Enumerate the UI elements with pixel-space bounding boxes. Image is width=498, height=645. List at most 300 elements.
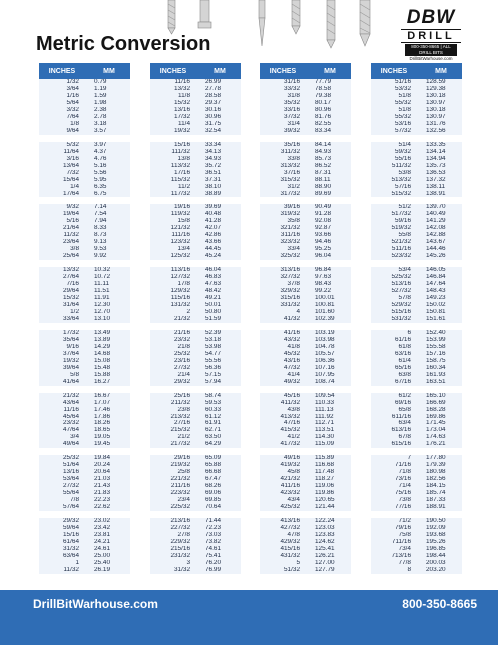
- table-row: [260, 100, 351, 107]
- inches-cell: 21/8: [150, 344, 196, 351]
- table-row: [371, 211, 462, 218]
- mm-cell: 60.33: [196, 407, 241, 414]
- group-spacer: [371, 197, 462, 204]
- table-row: [150, 156, 241, 163]
- inches-cell: 11/16: [39, 407, 85, 414]
- inches-cell: 7/8: [39, 497, 85, 504]
- mm-cell: 25.40: [85, 560, 130, 567]
- mm-cell: 50.80: [196, 309, 241, 316]
- table-row: [371, 302, 462, 309]
- mm-cell: 22.62: [85, 504, 130, 511]
- inches-cell: 29/16: [150, 455, 196, 462]
- group-spacer: [150, 135, 241, 142]
- mm-cell: 118.27: [306, 476, 351, 483]
- inches-cell: 53/64: [39, 476, 85, 483]
- inches-cell: 9/64: [39, 128, 85, 135]
- mm-cell: 137.32: [417, 177, 462, 184]
- inches-cell: 515/16: [371, 309, 417, 316]
- mm-cell: 19.84: [85, 455, 130, 462]
- table-row: [371, 163, 462, 170]
- table-row: [260, 267, 351, 274]
- mm-cell: 96.04: [306, 253, 351, 260]
- table-row: [371, 170, 462, 177]
- mm-cell: 43.66: [196, 239, 241, 246]
- group-spacer: [260, 511, 351, 518]
- mm-cell: 66.68: [196, 469, 241, 476]
- mm-cell: 76.99: [196, 567, 241, 574]
- inches-cell: 13/4: [150, 246, 196, 253]
- inches-cell: 13/16: [39, 469, 85, 476]
- mm-cell: 179.39: [417, 462, 462, 469]
- mm-cell: 2.78: [85, 114, 130, 121]
- mm-cell: 100.01: [306, 295, 351, 302]
- table-row: [39, 302, 130, 309]
- group-spacer: [260, 448, 351, 455]
- mm-cell: 10.32: [85, 267, 130, 274]
- inches-cell: 225/32: [150, 504, 196, 511]
- table-row: [371, 469, 462, 476]
- mm-cell: 107.16: [306, 365, 351, 372]
- inches-cell: 25/16: [150, 393, 196, 400]
- mm-cell: 21.83: [85, 490, 130, 497]
- table-row: [371, 225, 462, 232]
- inches-cell: 51/8: [371, 93, 417, 100]
- mm-cell: 1.59: [85, 93, 130, 100]
- table-row: [150, 149, 241, 156]
- table-row: [260, 400, 351, 407]
- table-row: [150, 400, 241, 407]
- inches-cell: 43/8: [260, 407, 306, 414]
- mm-cell: 80.17: [306, 100, 351, 107]
- inches-cell: 315/16: [260, 295, 306, 302]
- mm-cell: 161.93: [417, 372, 462, 379]
- table-row: [150, 372, 241, 379]
- table-row: [150, 330, 241, 337]
- mm-cell: 9.53: [85, 246, 130, 253]
- table-row: [371, 246, 462, 253]
- inches-cell: 119/32: [150, 211, 196, 218]
- inches-cell: 63/4: [371, 420, 417, 427]
- footer-website-link[interactable]: DrillBitWarhouse.com: [33, 597, 158, 611]
- table-row: [260, 462, 351, 469]
- inches-cell: 215/32: [150, 427, 196, 434]
- group-spacer: [150, 511, 241, 518]
- table-row: [260, 163, 351, 170]
- mm-cell: 94.46: [306, 239, 351, 246]
- table-row: [39, 316, 130, 323]
- inches-cell: 525/32: [371, 274, 417, 281]
- inches-cell: 71/4: [371, 483, 417, 490]
- table-row: [371, 525, 462, 532]
- table-row: [39, 274, 130, 281]
- mm-cell: 3.97: [85, 142, 130, 149]
- inches-cell: 33/64: [39, 316, 85, 323]
- table-row: [371, 184, 462, 191]
- table-row: [39, 107, 130, 114]
- mm-cell: 54.77: [196, 351, 241, 358]
- brand-logo: [395, 7, 467, 61]
- inches-cell: 35/8: [260, 218, 306, 225]
- table-row: [371, 149, 462, 156]
- table-row: [371, 288, 462, 295]
- mm-cell: 127.79: [306, 567, 351, 574]
- table-row: [150, 462, 241, 469]
- inches-cell: 423/32: [260, 490, 306, 497]
- mm-cell: 142.88: [417, 232, 462, 239]
- table-row: [39, 476, 130, 483]
- table-row: [150, 107, 241, 114]
- mm-cell: 129.38: [417, 86, 462, 93]
- inches-cell: 13/32: [150, 86, 196, 93]
- mm-cell: 157.16: [417, 351, 462, 358]
- table-row: [39, 553, 130, 560]
- table-row: [260, 427, 351, 434]
- mm-cell: 192.09: [417, 525, 462, 532]
- mm-cell: 84.14: [306, 142, 351, 149]
- table-row: [150, 309, 241, 316]
- inches-cell: 3/64: [39, 86, 85, 93]
- table-row: [150, 191, 241, 198]
- logo-website: DrillBitWarhouse.com: [409, 56, 453, 61]
- mm-cell: 130.97: [417, 114, 462, 121]
- table-row: [260, 539, 351, 546]
- mm-cell: 116.68: [306, 462, 351, 469]
- table-row: [39, 497, 130, 504]
- table-row: [260, 379, 351, 386]
- inches-cell: 21/16: [150, 330, 196, 337]
- mm-cell: 30.16: [196, 107, 241, 114]
- table-row: [150, 420, 241, 427]
- mm-cell: 6.75: [85, 191, 130, 198]
- inches-cell: 111/16: [150, 232, 196, 239]
- mm-cell: 1.19: [85, 86, 130, 93]
- inches-cell: 27/8: [150, 532, 196, 539]
- inches-cell: 113/32: [150, 163, 196, 170]
- group-spacer: [39, 260, 130, 267]
- inches-cell: 65/16: [371, 365, 417, 372]
- group-spacer: [371, 323, 462, 330]
- table-row: [371, 518, 462, 525]
- inches-cell: 117/32: [150, 191, 196, 198]
- mm-cell: 7.54: [85, 211, 130, 218]
- inches-cell: 11/16: [150, 79, 196, 86]
- table-row: [39, 414, 130, 421]
- inches-cell: 15/32: [150, 100, 196, 107]
- inches-cell: 513/32: [371, 177, 417, 184]
- mm-cell: 29.37: [196, 100, 241, 107]
- mm-cell: 14.29: [85, 344, 130, 351]
- table-row: [150, 170, 241, 177]
- table-row: [371, 532, 462, 539]
- mm-cell: 59.53: [196, 400, 241, 407]
- inches-cell: 31/16: [260, 79, 306, 86]
- table-row: [150, 239, 241, 246]
- inches-cell: 317/32: [260, 191, 306, 198]
- mm-cell: 123.83: [306, 532, 351, 539]
- inches-cell: 69/16: [371, 400, 417, 407]
- inches-cell: 27/32: [39, 483, 85, 490]
- mm-cell: 126.21: [306, 553, 351, 560]
- inches-cell: 57/64: [39, 504, 85, 511]
- table-row: [39, 156, 130, 163]
- table-row: [39, 420, 130, 427]
- mm-cell: 17.46: [85, 407, 130, 414]
- inches-cell: 45/32: [260, 351, 306, 358]
- inches-cell: 313/32: [260, 163, 306, 170]
- inches-cell: 3: [150, 560, 196, 567]
- mm-cell: 110.33: [306, 400, 351, 407]
- inches-cell: 4: [260, 309, 306, 316]
- mm-cell: 23.02: [85, 518, 130, 525]
- inches-cell: 63/16: [371, 351, 417, 358]
- mm-header: MM: [306, 63, 351, 79]
- table-row: [371, 100, 462, 107]
- table-row: [39, 204, 130, 211]
- mm-cell: 41.28: [196, 218, 241, 225]
- mm-cell: 17.07: [85, 400, 130, 407]
- group-spacer: [39, 386, 130, 393]
- table-row: [371, 427, 462, 434]
- table-row: [39, 560, 130, 567]
- table-row: [371, 232, 462, 239]
- inches-cell: 331/32: [260, 302, 306, 309]
- inches-cell: 419/32: [260, 462, 306, 469]
- mm-cell: 27.78: [196, 86, 241, 93]
- table-row: [150, 93, 241, 100]
- inches-cell: 71/16: [371, 462, 417, 469]
- group-spacer: [260, 323, 351, 330]
- table-row: [371, 539, 462, 546]
- mm-cell: 97.63: [306, 274, 351, 281]
- mm-cell: 132.56: [417, 128, 462, 135]
- mm-cell: 11.91: [85, 295, 130, 302]
- mm-cell: 57.15: [196, 372, 241, 379]
- table-row: [39, 490, 130, 497]
- mm-cell: 14.68: [85, 351, 130, 358]
- mm-cell: 188.91: [417, 504, 462, 511]
- inches-cell: 1/4: [39, 184, 85, 191]
- inches-cell: 21/64: [39, 225, 85, 232]
- inches-cell: 325/32: [260, 253, 306, 260]
- table-row: [260, 184, 351, 191]
- inches-cell: 57/32: [371, 128, 417, 135]
- group-spacer: [260, 135, 351, 142]
- mm-cell: 144.46: [417, 246, 462, 253]
- table-row: [260, 191, 351, 198]
- table-row: [39, 427, 130, 434]
- inches-cell: 529/32: [371, 302, 417, 309]
- mm-cell: 124.62: [306, 539, 351, 546]
- mm-cell: 168.28: [417, 407, 462, 414]
- inches-cell: 215/16: [150, 546, 196, 553]
- mm-cell: 53.98: [196, 344, 241, 351]
- table-row: [150, 128, 241, 135]
- table-row: [260, 316, 351, 323]
- inches-cell: 311/16: [260, 232, 306, 239]
- mm-cell: 16.67: [85, 393, 130, 400]
- table-row: [39, 232, 130, 239]
- inches-cell: 61/64: [39, 539, 85, 546]
- table-row: [260, 455, 351, 462]
- mm-cell: 200.03: [417, 560, 462, 567]
- inches-cell: 41/4: [260, 372, 306, 379]
- mm-cell: 49.21: [196, 295, 241, 302]
- logo-wordmark: DBW: [406, 7, 456, 28]
- table-row: [260, 93, 351, 100]
- inches-cell: 61/4: [371, 358, 417, 365]
- inches-cell: 51/64: [39, 462, 85, 469]
- mm-cell: 13.89: [85, 337, 130, 344]
- mm-cell: 5.56: [85, 170, 130, 177]
- inches-cell: 5/16: [39, 218, 85, 225]
- table-row: [371, 351, 462, 358]
- mm-cell: 195.26: [417, 539, 462, 546]
- table-row: [371, 483, 462, 490]
- mm-cell: 38.10: [196, 184, 241, 191]
- table-row: [371, 476, 462, 483]
- table-row: [150, 532, 241, 539]
- inches-cell: 55/8: [371, 232, 417, 239]
- table-row: [371, 218, 462, 225]
- inches-cell: 61/8: [371, 344, 417, 351]
- mm-cell: 131.76: [417, 121, 462, 128]
- inches-cell: 31/32: [39, 546, 85, 553]
- mm-cell: 18.65: [85, 427, 130, 434]
- mm-cell: 56.36: [196, 365, 241, 372]
- inches-cell: 29/64: [39, 288, 85, 295]
- inches-cell: 53/16: [371, 121, 417, 128]
- table-row: [371, 191, 462, 198]
- table-row: [371, 407, 462, 414]
- inches-header: INCHES: [371, 63, 417, 79]
- table-row: [39, 407, 130, 414]
- table-row: [371, 128, 462, 135]
- page-title: Metric Conversion: [36, 33, 211, 55]
- table-row: [371, 344, 462, 351]
- inches-cell: 11/2: [150, 184, 196, 191]
- mm-cell: 9.92: [85, 253, 130, 260]
- mm-cell: 115.09: [306, 441, 351, 448]
- mm-cell: 57.94: [196, 379, 241, 386]
- mm-cell: 115.89: [306, 455, 351, 462]
- inches-cell: 15/32: [39, 295, 85, 302]
- table-row: [150, 225, 241, 232]
- inches-cell: 79/16: [371, 525, 417, 532]
- inches-cell: 1: [39, 560, 85, 567]
- inches-cell: 55/64: [39, 490, 85, 497]
- inches-cell: 413/16: [260, 518, 306, 525]
- inches-cell: 431/32: [260, 553, 306, 560]
- mm-cell: 187.33: [417, 497, 462, 504]
- mm-cell: 180.98: [417, 469, 462, 476]
- table-row: [260, 170, 351, 177]
- table-row: [150, 497, 241, 504]
- table-row: [260, 393, 351, 400]
- mm-cell: 24.21: [85, 539, 130, 546]
- inches-cell: 33/32: [260, 86, 306, 93]
- footer-phone[interactable]: 800-350-8665: [402, 597, 477, 611]
- inches-cell: 67/8: [371, 434, 417, 441]
- mm-cell: 18.26: [85, 420, 130, 427]
- group-spacer: [150, 260, 241, 267]
- mm-cell: 21.03: [85, 476, 130, 483]
- mm-cell: 117.48: [306, 469, 351, 476]
- mm-cell: 78.58: [306, 86, 351, 93]
- mm-cell: 71.44: [196, 518, 241, 525]
- inches-cell: 25/8: [150, 469, 196, 476]
- inches-cell: 11/32: [39, 232, 85, 239]
- mm-cell: 64.29: [196, 441, 241, 448]
- inches-cell: 39/32: [260, 128, 306, 135]
- table-row: [260, 365, 351, 372]
- mm-cell: 153.99: [417, 337, 462, 344]
- mm-cell: 88.90: [306, 184, 351, 191]
- inches-cell: 41/16: [260, 330, 306, 337]
- table-row: [39, 170, 130, 177]
- mm-cell: 48.42: [196, 288, 241, 295]
- inches-cell: 417/32: [260, 441, 306, 448]
- inches-cell: 21/32: [150, 316, 196, 323]
- group-spacer: [371, 386, 462, 393]
- mm-header: MM: [196, 63, 241, 79]
- inches-cell: 7/16: [39, 281, 85, 288]
- table-row: [371, 441, 462, 448]
- mm-cell: 111.13: [306, 407, 351, 414]
- page-footer: [0, 590, 498, 645]
- mm-cell: 20.64: [85, 469, 130, 476]
- inches-cell: 231/32: [150, 553, 196, 560]
- inches-cell: 415/32: [260, 427, 306, 434]
- mm-cell: 120.65: [306, 497, 351, 504]
- inches-cell: 43/64: [39, 400, 85, 407]
- inches-cell: 615/16: [371, 441, 417, 448]
- table-row: [260, 177, 351, 184]
- table-row: [39, 455, 130, 462]
- table-row: [260, 337, 351, 344]
- inches-cell: 411/32: [260, 400, 306, 407]
- inches-cell: 53/4: [371, 267, 417, 274]
- table-row: [371, 239, 462, 246]
- inches-cell: 3/4: [39, 434, 85, 441]
- mm-cell: 182.56: [417, 476, 462, 483]
- inches-cell: 531/32: [371, 316, 417, 323]
- inches-cell: 27/64: [39, 274, 85, 281]
- inches-cell: 51/32: [260, 567, 306, 574]
- table-row: [371, 372, 462, 379]
- table-row: [39, 441, 130, 448]
- group-spacer: [371, 511, 462, 518]
- inches-cell: 17/32: [39, 330, 85, 337]
- table-row: [150, 177, 241, 184]
- mm-cell: 104.78: [306, 344, 351, 351]
- mm-cell: 25.00: [85, 553, 130, 560]
- table-row: [371, 393, 462, 400]
- group-spacer: [260, 260, 351, 267]
- mm-cell: 13.49: [85, 330, 130, 337]
- mm-cell: 22.23: [85, 497, 130, 504]
- mm-cell: 3.57: [85, 128, 130, 135]
- mm-cell: 81.76: [306, 114, 351, 121]
- group-spacer: [150, 323, 241, 330]
- inches-cell: 63/64: [39, 553, 85, 560]
- table-row: [39, 149, 130, 156]
- mm-cell: 102.39: [306, 316, 351, 323]
- inches-cell: 75/16: [371, 490, 417, 497]
- table-row: [39, 225, 130, 232]
- table-row: [39, 358, 130, 365]
- table-row: [150, 344, 241, 351]
- mm-header: MM: [417, 63, 462, 79]
